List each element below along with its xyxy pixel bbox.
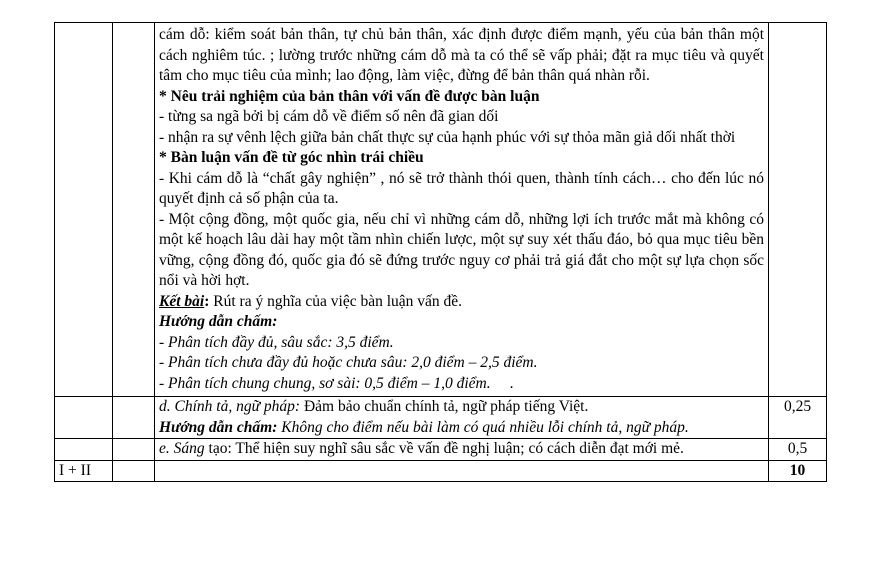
paragraph: cám dỗ: kiểm soát bản thân, tự chủ bản thân, xác định được điểm mạnh, yếu của bản thân một cách nghiêm túc. ; lường trước những cám dỗ mà ta có thể sẽ vấp phải; đặt ra mục tiêu và quyết tâm cho mục tiêu của mình; lao động, làm việc, đừng để bản thân quá nhàn rỗi.: [159, 26, 764, 84]
guide-item: - Phân tích chưa đầy đủ hoặc chưa sâu: 2,0 điểm – 2,5 điểm.: [159, 354, 538, 371]
criterion-label: e. Sáng: [159, 440, 205, 457]
guide-item: - Phân tích đầy đủ, sâu sắc: 3,5 điểm.: [159, 333, 394, 351]
criterion-text: tạo: Thể hiện suy nghĩ sâu sắc về vấn đề nghị luận; có cách diễn đạt mới mẻ.: [204, 440, 684, 457]
guide-item: - Phân tích chung chung, sơ sài: 0,5 điểm – 1,0 điểm. .: [159, 374, 514, 392]
item-cell: [113, 23, 155, 397]
content-cell: [155, 397, 769, 439]
content-cell: [155, 460, 769, 482]
score-cell: 0,5: [769, 439, 827, 461]
section-cell: [55, 439, 113, 461]
table-row: [55, 439, 827, 461]
criterion-label: d. Chính tả, ngữ pháp:: [159, 398, 301, 415]
grading-table: [54, 22, 827, 482]
guide-title: Hướng dẫn chấm:: [159, 418, 278, 436]
section-cell: [55, 397, 113, 439]
criterion-text: Đảm bảo chuẩn chính tả, ngữ pháp tiếng Việt.: [300, 398, 589, 415]
paragraph: - Một cộng đồng, một quốc gia, nếu chỉ vì những cám dỗ, những lợi ích trước mắt mà không có một kế hoạch lâu dài hay một tầm nhìn chiến lược, một sự suy xét thấu đáo, bỏ qua mục tiêu bền vững, cộng đồng đó, quốc gia đó sẽ đứng trước nguy cơ phải trả giá đắt cho một sự lựa chọn sốc nổi và hời hợt.: [159, 210, 764, 289]
conclusion-label: Kết bài: [159, 292, 205, 310]
item-cell: [113, 397, 155, 439]
item-cell: [113, 439, 155, 461]
total-score-cell: 10: [769, 460, 827, 482]
section-cell: [55, 23, 113, 397]
guide: [159, 418, 764, 439]
table-row: [55, 397, 827, 439]
paragraph: - Khi cám dỗ là “chất gây nghiện” , nó sẽ trở thành thói quen, thành tính cách… cho đến lúc nó quyết định cả số phận của ta.: [159, 169, 764, 207]
score-cell: [769, 23, 827, 397]
criterion: [159, 439, 764, 460]
item-cell: [113, 460, 155, 482]
section-cell: I + II: [55, 460, 113, 482]
table-row: [55, 460, 827, 482]
conclusion: [159, 292, 764, 313]
guide-text: Không cho điểm nếu bài làm có quá nhiều lỗi chính tả, ngữ pháp.: [277, 418, 689, 436]
heading: * Nêu trải nghiệm của bản thân với vấn đề được bàn luận: [159, 87, 540, 105]
content-cell: [155, 23, 769, 397]
paragraph: - nhận ra sự vênh lệch giữa bản chất thực sự của hạnh phúc với sự thỏa mãn giả dối nhất thời: [159, 128, 736, 146]
conclusion-colon: :: [204, 292, 210, 310]
criterion: [159, 397, 764, 418]
content-cell: [155, 439, 769, 461]
paragraph: - từng sa ngã bởi bị cám dỗ về điểm số nên đã gian dối: [159, 108, 499, 125]
table-row: [55, 23, 827, 397]
heading: * Bàn luận vấn đề từ góc nhìn trái chiều: [159, 149, 424, 166]
score-cell: 0,25: [769, 397, 827, 439]
conclusion-text: Rút ra ý nghĩa của việc bàn luận vấn đề.: [209, 292, 463, 310]
guide-title: Hướng dẫn chấm:: [159, 313, 278, 330]
